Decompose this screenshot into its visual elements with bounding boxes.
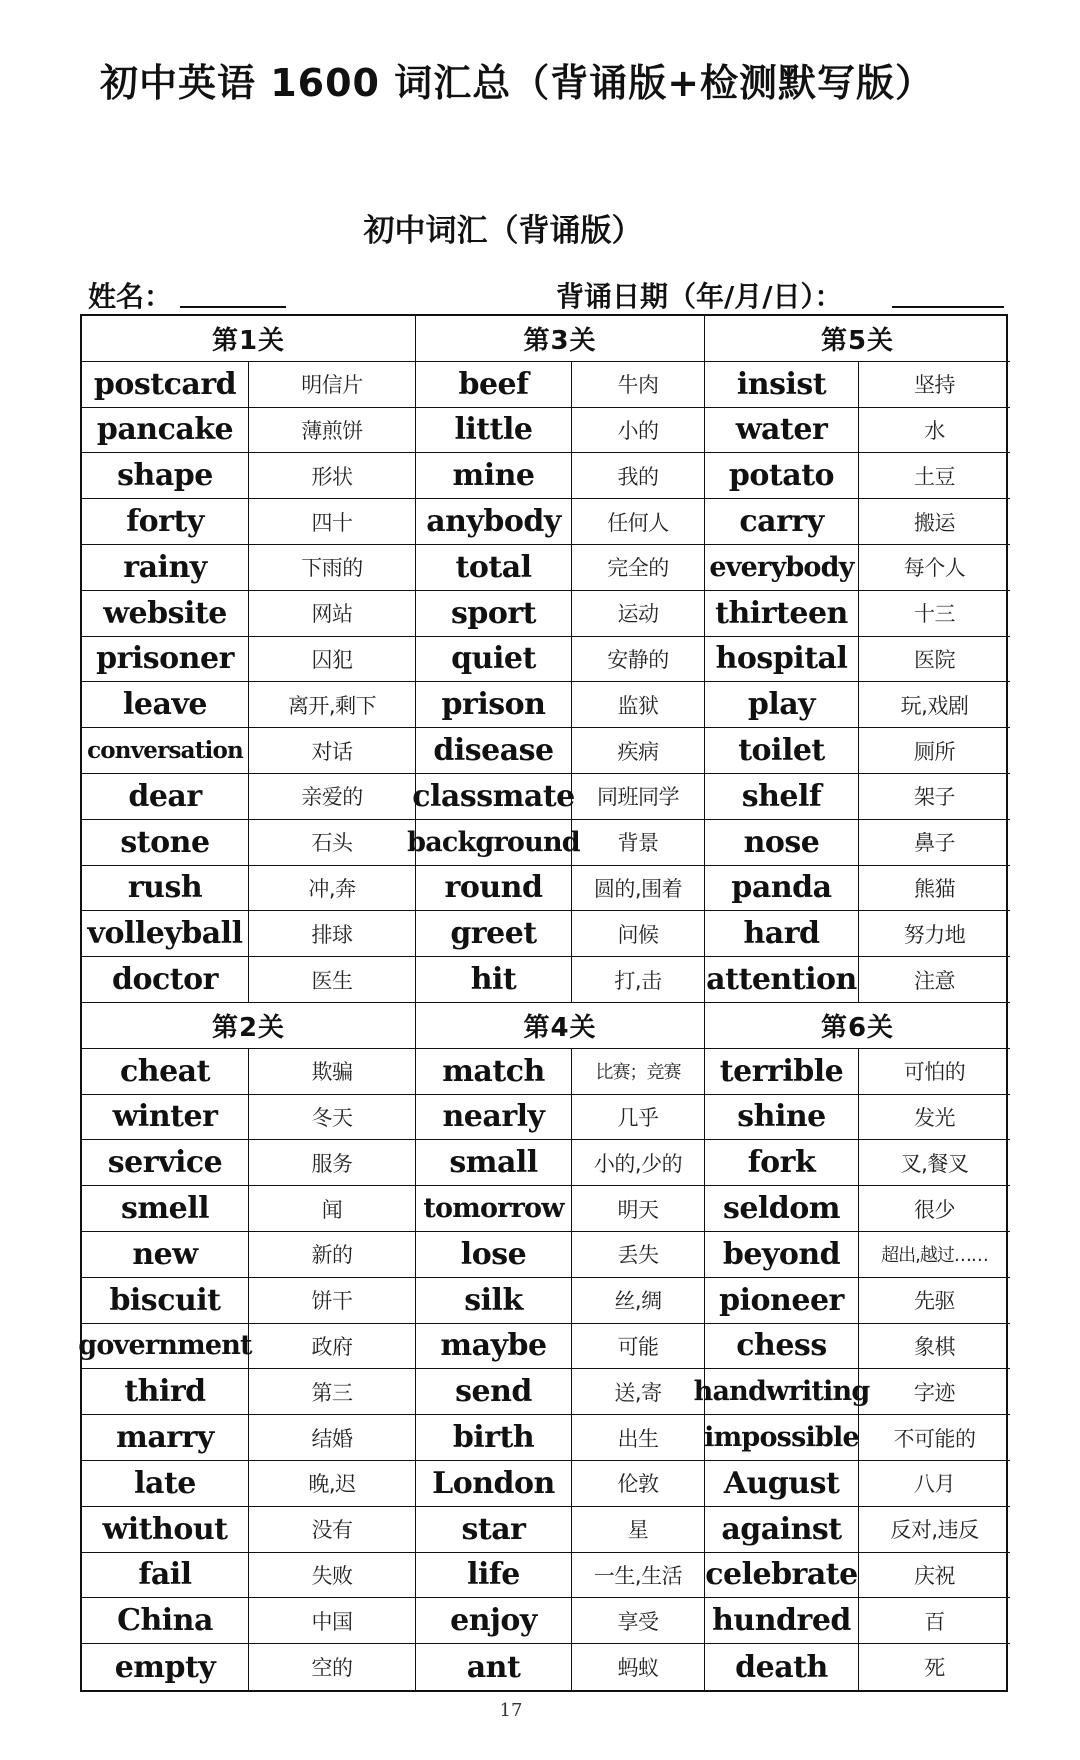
english-word: pancake: [82, 408, 249, 454]
chinese-meaning: 晚,迟: [249, 1461, 416, 1507]
english-word: doctor: [82, 957, 249, 1003]
chinese-meaning: 囚犯: [249, 637, 416, 683]
chinese-meaning: 饼干: [249, 1278, 416, 1324]
chinese-meaning: 空的: [249, 1644, 416, 1690]
chinese-meaning: 明天: [572, 1186, 705, 1232]
chinese-meaning: 石头: [249, 820, 416, 866]
english-word: China: [82, 1598, 249, 1644]
chinese-meaning: 发光: [859, 1095, 1010, 1141]
chinese-meaning: 八月: [859, 1461, 1010, 1507]
chinese-meaning: 对话: [249, 728, 416, 774]
chinese-meaning: 熊猫: [859, 866, 1010, 912]
english-word: prisoner: [82, 637, 249, 683]
english-word: quiet: [416, 637, 572, 683]
english-word: round: [416, 866, 572, 912]
english-word: lose: [416, 1232, 572, 1278]
english-word: shape: [82, 453, 249, 499]
english-word: fail: [82, 1553, 249, 1599]
english-word: impossible: [705, 1415, 859, 1461]
chinese-meaning: 可能: [572, 1324, 705, 1370]
chinese-meaning: 没有: [249, 1507, 416, 1553]
english-word: match: [416, 1049, 572, 1095]
english-word: thirteen: [705, 591, 859, 637]
chinese-meaning: 闻: [249, 1186, 416, 1232]
english-word: life: [416, 1553, 572, 1599]
chinese-meaning: 我的: [572, 453, 705, 499]
chinese-meaning: 十三: [859, 591, 1010, 637]
chinese-meaning: 庆祝: [859, 1553, 1010, 1599]
chinese-meaning: 第三: [249, 1369, 416, 1415]
english-word: silk: [416, 1278, 572, 1324]
chinese-meaning: 冬天: [249, 1095, 416, 1141]
date-blank-line: [892, 306, 1004, 308]
english-word: hit: [416, 957, 572, 1003]
english-word: carry: [705, 499, 859, 545]
english-word: small: [416, 1140, 572, 1186]
english-word: send: [416, 1369, 572, 1415]
chinese-meaning: 蚂蚁: [572, 1644, 705, 1690]
chinese-meaning: 同班同学: [572, 774, 705, 820]
chinese-meaning: 安静的: [572, 637, 705, 683]
chinese-meaning: 出生: [572, 1415, 705, 1461]
chinese-meaning: 监狱: [572, 682, 705, 728]
chinese-meaning: 丝,绸: [572, 1278, 705, 1324]
english-word: attention: [705, 957, 859, 1003]
english-word: chess: [705, 1324, 859, 1370]
english-word: service: [82, 1140, 249, 1186]
chinese-meaning: 送,寄: [572, 1369, 705, 1415]
chinese-meaning: 一生,生活: [572, 1553, 705, 1599]
level-header: 第1关: [82, 316, 416, 362]
english-word: conversation: [82, 728, 249, 774]
english-word: fork: [705, 1140, 859, 1186]
english-word: insist: [705, 362, 859, 408]
english-word: star: [416, 1507, 572, 1553]
english-word: shine: [705, 1095, 859, 1141]
worksheet-subtitle: 初中词汇（背诵版）: [363, 213, 643, 249]
english-word: little: [416, 408, 572, 454]
chinese-meaning: 死: [924, 1656, 945, 1681]
chinese-meaning: 四十: [249, 499, 416, 545]
chinese-meaning: 比赛；竞赛: [572, 1049, 705, 1095]
chinese-meaning: 每个人: [859, 545, 1010, 591]
english-word: new: [82, 1232, 249, 1278]
english-word: potato: [705, 453, 859, 499]
chinese-meaning: 字迹: [859, 1369, 1010, 1415]
english-word: hospital: [705, 637, 859, 683]
english-word: cheat: [82, 1049, 249, 1095]
chinese-meaning: 土豆: [859, 453, 1010, 499]
chinese-meaning: 超出,越过……: [859, 1232, 1010, 1278]
chinese-meaning: 医生: [249, 957, 416, 1003]
chinese-meaning: 厕所: [859, 728, 1010, 774]
page-title: 初中英语 1600 词汇总（背诵版+检测默写版）: [100, 61, 935, 105]
page-number: 17: [499, 1700, 523, 1721]
chinese-meaning: 服务: [249, 1140, 416, 1186]
chinese-meaning: 努力地: [859, 911, 1010, 957]
english-word: background: [416, 820, 572, 866]
english-word: death: [705, 1644, 859, 1690]
english-word: celebrate: [705, 1553, 859, 1599]
english-word: seldom: [705, 1186, 859, 1232]
chinese-meaning: 叉,餐叉: [859, 1140, 1010, 1186]
chinese-meaning: 享受: [572, 1598, 705, 1644]
chinese-meaning: 薄煎饼: [249, 408, 416, 454]
chinese-meaning: 网站: [249, 591, 416, 637]
vocabulary-table: [80, 314, 1008, 1692]
chinese-meaning: 小的,少的: [572, 1140, 705, 1186]
english-word: classmate: [416, 774, 572, 820]
english-word: stone: [82, 820, 249, 866]
english-word: sport: [416, 591, 572, 637]
english-word: nose: [705, 820, 859, 866]
english-word: biscuit: [82, 1278, 249, 1324]
english-word: leave: [82, 682, 249, 728]
chinese-meaning: 新的: [249, 1232, 416, 1278]
english-word: toilet: [705, 728, 859, 774]
english-word: prison: [416, 682, 572, 728]
chinese-meaning: 失败: [249, 1553, 416, 1599]
chinese-meaning: 结婚: [249, 1415, 416, 1461]
english-word: London: [416, 1461, 572, 1507]
english-word: rush: [82, 866, 249, 912]
english-word: anybody: [416, 499, 572, 545]
chinese-meaning: 亲爱的: [249, 774, 416, 820]
english-word: mine: [416, 453, 572, 499]
english-word: maybe: [416, 1324, 572, 1370]
chinese-meaning: 疾病: [572, 728, 705, 774]
english-word: tomorrow: [416, 1186, 572, 1232]
english-word: beef: [416, 362, 572, 408]
english-word: August: [705, 1461, 859, 1507]
name-label: 姓名：: [88, 280, 173, 313]
chinese-meaning: 可怕的: [859, 1049, 1010, 1095]
chinese-meaning: 象棋: [859, 1324, 1010, 1370]
english-word: beyond: [705, 1232, 859, 1278]
english-word: water: [705, 408, 859, 454]
chinese-meaning: 坚持: [859, 362, 1010, 408]
english-word: hard: [705, 911, 859, 957]
english-word: dear: [82, 774, 249, 820]
date-label: 背诵日期（年/月/日）：: [556, 280, 843, 313]
chinese-meaning: 小的: [572, 408, 705, 454]
english-word: forty: [82, 499, 249, 545]
chinese-meaning: 离开,剩下: [249, 682, 416, 728]
english-word: enjoy: [416, 1598, 572, 1644]
name-blank-line: [180, 306, 286, 308]
chinese-meaning: 任何人: [572, 499, 705, 545]
english-word: marry: [82, 1415, 249, 1461]
chinese-meaning: 几乎: [572, 1095, 705, 1141]
chinese-meaning: 形状: [249, 453, 416, 499]
chinese-meaning: 百: [859, 1598, 1010, 1644]
level-header: 第4关: [416, 1003, 705, 1049]
english-word: postcard: [82, 362, 249, 408]
chinese-meaning: 圆的,围着: [572, 866, 705, 912]
english-word: winter: [82, 1095, 249, 1141]
english-word: greet: [416, 911, 572, 957]
chinese-meaning: 欺骗: [249, 1049, 416, 1095]
chinese-meaning: 伦敦: [572, 1461, 705, 1507]
chinese-meaning: 注意: [859, 957, 1010, 1003]
english-word: volleyball: [82, 911, 249, 957]
level-header: 第3关: [416, 316, 705, 362]
english-word: ant: [416, 1644, 572, 1690]
english-word: everybody: [705, 545, 859, 591]
english-word: smell: [82, 1186, 249, 1232]
level-header: 第6关: [705, 1003, 1010, 1049]
chinese-meaning: 玩,戏剧: [859, 682, 1010, 728]
chinese-meaning: 反对,违反: [859, 1507, 1010, 1553]
chinese-meaning: 政府: [249, 1324, 416, 1370]
chinese-meaning: 运动: [572, 591, 705, 637]
english-word: nearly: [416, 1095, 572, 1141]
english-word: play: [705, 682, 859, 728]
chinese-meaning: 下雨的: [249, 545, 416, 591]
chinese-meaning: 完全的: [572, 545, 705, 591]
english-word: terrible: [705, 1049, 859, 1095]
chinese-meaning: 打,击: [572, 957, 705, 1003]
chinese-meaning: 水: [859, 408, 1010, 454]
english-word: late: [82, 1461, 249, 1507]
english-word: empty: [82, 1644, 249, 1690]
english-word: shelf: [705, 774, 859, 820]
english-word: website: [82, 591, 249, 637]
chinese-meaning: 排球: [249, 911, 416, 957]
english-word: total: [416, 545, 572, 591]
chinese-meaning: 明信片: [249, 362, 416, 408]
english-word: without: [82, 1507, 249, 1553]
english-word: against: [705, 1507, 859, 1553]
english-word: disease: [416, 728, 572, 774]
english-word: government: [82, 1324, 249, 1370]
chinese-meaning: 很少: [859, 1186, 1010, 1232]
chinese-meaning: 冲,奔: [249, 866, 416, 912]
english-word: third: [82, 1369, 249, 1415]
english-word: handwriting: [705, 1369, 859, 1415]
english-word: panda: [705, 866, 859, 912]
chinese-meaning: 先驱: [859, 1278, 1010, 1324]
english-word: pioneer: [705, 1278, 859, 1324]
chinese-meaning: 鼻子: [859, 820, 1010, 866]
chinese-meaning: 搬运: [859, 499, 1010, 545]
chinese-meaning: 背景: [572, 820, 705, 866]
english-word: rainy: [82, 545, 249, 591]
level-header: 第2关: [82, 1003, 416, 1049]
chinese-meaning: 中国: [249, 1598, 416, 1644]
chinese-meaning: 星: [572, 1507, 705, 1553]
english-word: birth: [416, 1415, 572, 1461]
chinese-meaning: 牛肉: [572, 362, 705, 408]
chinese-meaning: 问候: [572, 911, 705, 957]
english-word: hundred: [705, 1598, 859, 1644]
chinese-meaning: 丢失: [572, 1232, 705, 1278]
chinese-meaning: 架子: [859, 774, 1010, 820]
chinese-meaning: 不可能的: [859, 1415, 1010, 1461]
level-header: 第5关: [705, 316, 1010, 362]
chinese-meaning: 医院: [859, 637, 1010, 683]
